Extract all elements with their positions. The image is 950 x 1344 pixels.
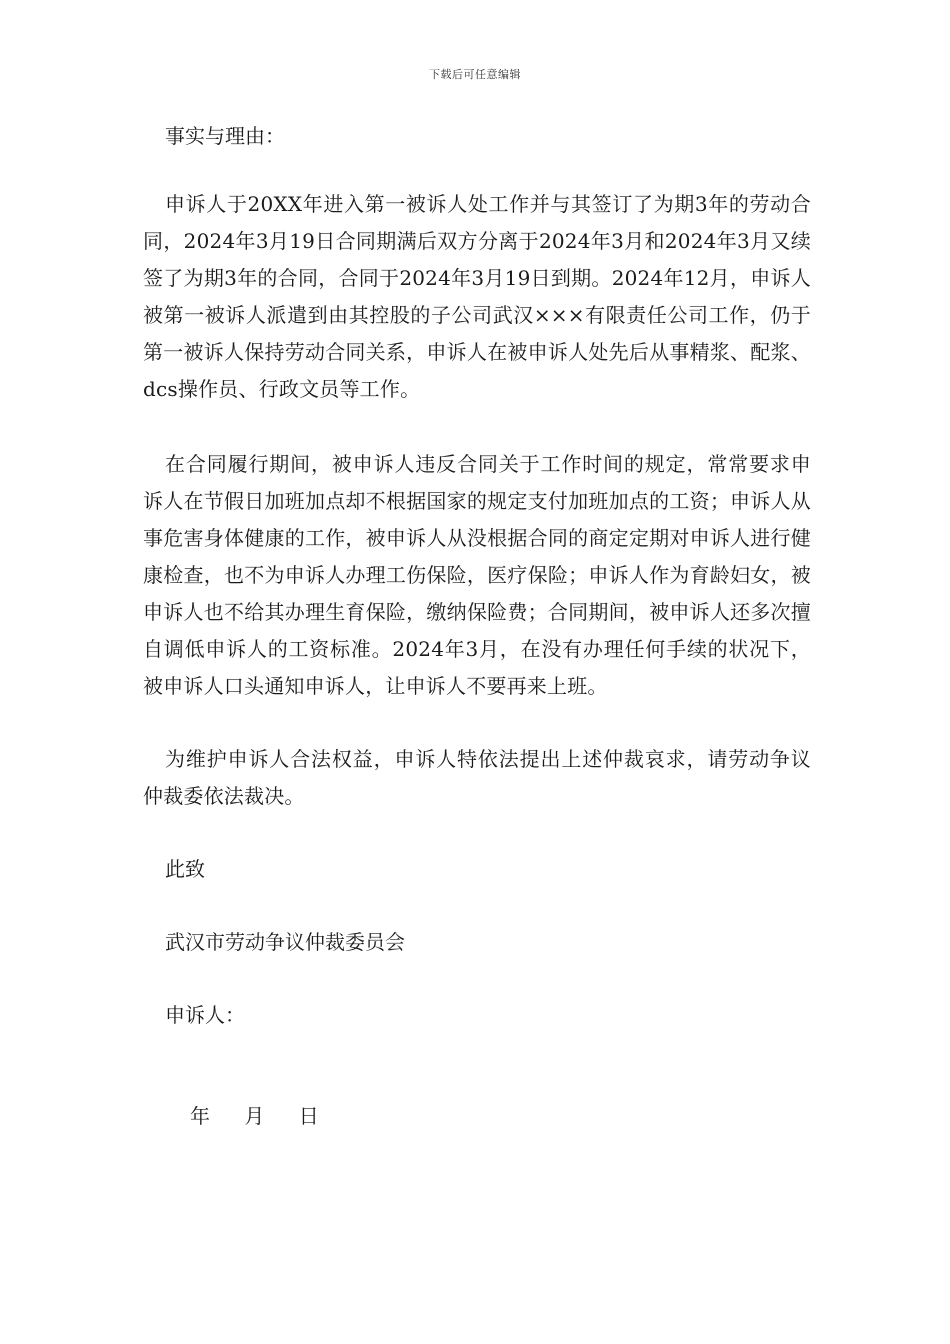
signer-label: 申诉人： <box>165 1003 245 1027</box>
closing-salutation: 此致 <box>165 857 205 881</box>
date-line <box>143 1098 811 1135</box>
spacer <box>143 1034 811 1098</box>
spacer <box>143 408 811 446</box>
spacer <box>143 888 811 924</box>
date-month: 月 <box>244 1104 265 1128</box>
date-day: 日 <box>298 1104 319 1128</box>
paragraph-facts: 申诉人于20XX年进入第一被诉人处工作并与其签订了为期3年的劳动合同，2024年3月19日合同期满后双方分离于2024年3月和2024年3月又续签了为期3年的合同，合同于2024年3月19日到期。2024年12月，申诉人被第一被诉人派遣到由其控股的子公司武汉×××有限责任公司工作，仍于第一被诉人保持劳动合同关系，申诉人在被申诉人处先后从事精浆、配浆、dcs操作员、行政文员等工作。 <box>143 192 811 401</box>
document-body <box>143 118 811 1135</box>
date-year: 年 <box>190 1104 210 1128</box>
paragraph-request: 为维护申诉人合法权益，申诉人特依法提出上述仲裁哀求，请劳动争议仲裁委依法裁决。 <box>143 747 811 808</box>
spacer <box>143 705 811 741</box>
spacer <box>143 815 811 851</box>
recipient: 武汉市劳动争议仲裁委员会 <box>165 930 405 954</box>
spacer <box>143 155 811 186</box>
header-note: 下载后可任意编辑 <box>429 68 521 81</box>
paragraph-violations: 在合同履行期间，被申诉人违反合同关于工作时间的规定，常常要求申诉人在节假日加班加点却不根据国家的规定支付加班加点的工资；申诉人从事危害身体健康的工作，被申诉人从没根据合同的商定定期对申诉人进行健康检查，也不为申诉人办理工伤保险，医疗保险；申诉人作为育龄妇女，被申诉人也不给其办理生育保险，缴纳保险费；合同期间，被申诉人还多次擅自调低申诉人的工资标准。2024年3月，在没有办理任何手续的状况下，被申诉人口头通知申诉人，让申诉人不要再来上班。 <box>143 452 811 698</box>
facts-label: 事实与理由： <box>165 124 285 148</box>
spacer <box>143 961 811 997</box>
